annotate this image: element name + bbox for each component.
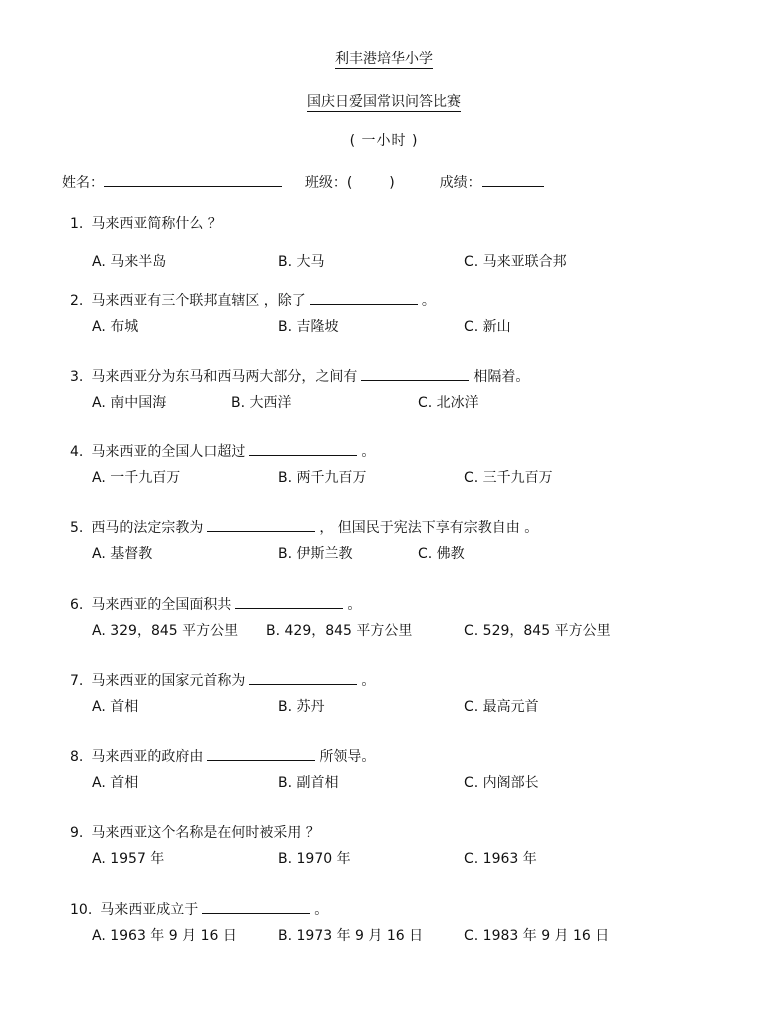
question-number: 9. xyxy=(70,825,84,841)
option-c: C. 三千九百万 xyxy=(464,470,553,486)
question-number: 8. xyxy=(70,749,84,765)
question-text-suffix: 。 xyxy=(347,597,362,613)
school-name: 利丰港培华小学 xyxy=(335,51,433,67)
question-10 xyxy=(70,899,328,919)
answer-blank xyxy=(202,901,310,914)
option-b: B. 两千九百万 xyxy=(278,470,367,486)
answer-blank xyxy=(249,443,357,456)
question-9 xyxy=(70,822,320,842)
contest-title: 国庆日爱国常识问答比赛 xyxy=(307,94,461,110)
option-c: C. 新山 xyxy=(464,319,511,335)
answer-blank xyxy=(235,596,343,609)
option-c: C. 马来亚联合邦 xyxy=(464,254,567,270)
question-text-suffix: 。 xyxy=(421,293,436,309)
question-number: 5. xyxy=(70,520,84,536)
question-text: 马来西亚分为东马和西马两大部分，之间有 xyxy=(91,369,358,385)
question-text: 马来西亚的全国面积共 xyxy=(91,597,232,613)
option-b: B. 1970 年 xyxy=(278,851,351,867)
option-a: A. 1963 年 9 月 16 日 xyxy=(92,928,237,944)
answer-blank xyxy=(207,748,315,761)
question-text: 马来西亚成立于 xyxy=(100,902,199,918)
option-b: B. 副首相 xyxy=(278,775,339,791)
question-2 xyxy=(70,290,436,310)
question-7 xyxy=(70,670,375,690)
answer-blank xyxy=(361,368,469,381)
question-8 xyxy=(70,746,375,766)
name-label: 姓名： xyxy=(62,175,104,191)
option-a: A. 马来半岛 xyxy=(92,254,167,270)
student-info-row xyxy=(62,172,544,192)
answer-blank xyxy=(310,292,418,305)
option-a: A. 首相 xyxy=(92,775,139,791)
score-label: 成绩： xyxy=(439,175,482,191)
option-a: A. 布城 xyxy=(92,319,139,335)
option-a: A. 1957 年 xyxy=(92,851,165,867)
option-c: C. 最高元首 xyxy=(464,699,539,715)
class-close: ) xyxy=(389,175,395,191)
question-4 xyxy=(70,441,375,461)
question-text-suffix: 。 xyxy=(314,902,329,918)
class-label: 班级：( xyxy=(304,175,353,191)
option-a: A. 329，845 平方公里 xyxy=(92,623,239,639)
option-b: B. 大西洋 xyxy=(231,395,292,411)
question-number: 10. xyxy=(70,902,93,918)
question-text-suffix: 。 xyxy=(361,673,376,689)
question-1 xyxy=(70,213,222,233)
option-a: A. 一千九百万 xyxy=(92,470,181,486)
option-c: C. 529，845 平方公里 xyxy=(464,623,611,639)
question-text-suffix: 。 xyxy=(361,444,376,460)
question-text: 马来西亚这个名称是在何时被采用 ？ xyxy=(91,825,320,841)
answer-blank xyxy=(249,672,357,685)
question-5 xyxy=(70,517,538,537)
question-text: 马来西亚的全国人口超过 xyxy=(91,444,246,460)
option-b: B. 伊斯兰教 xyxy=(278,546,353,562)
question-text-suffix: 所领导。 xyxy=(319,749,376,765)
question-number: 4. xyxy=(70,444,84,460)
question-text: 马来西亚有三个联邦直辖区 ，除了 xyxy=(91,293,306,309)
option-b: B. 429，845 平方公里 xyxy=(266,623,413,639)
option-b: B. 大马 xyxy=(278,254,325,270)
question-text-suffix: 相隔着。 xyxy=(473,369,530,385)
answer-blank xyxy=(207,519,315,532)
question-text: 马来西亚的政府由 xyxy=(91,749,204,765)
question-text: 马来西亚的国家元首称为 xyxy=(91,673,246,689)
option-c: C. 1963 年 xyxy=(464,851,537,867)
question-3 xyxy=(70,366,529,386)
option-b: B. 1973 年 9 月 16 日 xyxy=(278,928,424,944)
option-c: C. 北冰洋 xyxy=(418,395,479,411)
option-c: C. 1983 年 9 月 16 日 xyxy=(464,928,610,944)
option-a: A. 南中国海 xyxy=(92,395,167,411)
question-6 xyxy=(70,594,361,614)
option-c: C. 佛教 xyxy=(418,546,465,562)
question-number: 1. xyxy=(70,216,84,232)
question-number: 3. xyxy=(70,369,84,385)
question-number: 2. xyxy=(70,293,84,309)
option-a: A. 首相 xyxy=(92,699,139,715)
question-text: 西马的法定宗教为 xyxy=(91,520,204,536)
duration-label: ( 一小时 ) xyxy=(349,133,419,149)
question-text: 马来西亚简称什么 ？ xyxy=(91,216,222,232)
option-c: C. 内阁部长 xyxy=(464,775,539,791)
question-number: 6. xyxy=(70,597,84,613)
option-a: A. 基督教 xyxy=(92,546,153,562)
name-blank xyxy=(104,174,282,187)
question-text-suffix: ， 但国民于宪法下享有宗教自由 。 xyxy=(319,520,539,536)
option-b: B. 吉隆坡 xyxy=(278,319,339,335)
option-b: B. 苏丹 xyxy=(278,699,325,715)
question-number: 7. xyxy=(70,673,84,689)
score-blank xyxy=(482,174,544,187)
